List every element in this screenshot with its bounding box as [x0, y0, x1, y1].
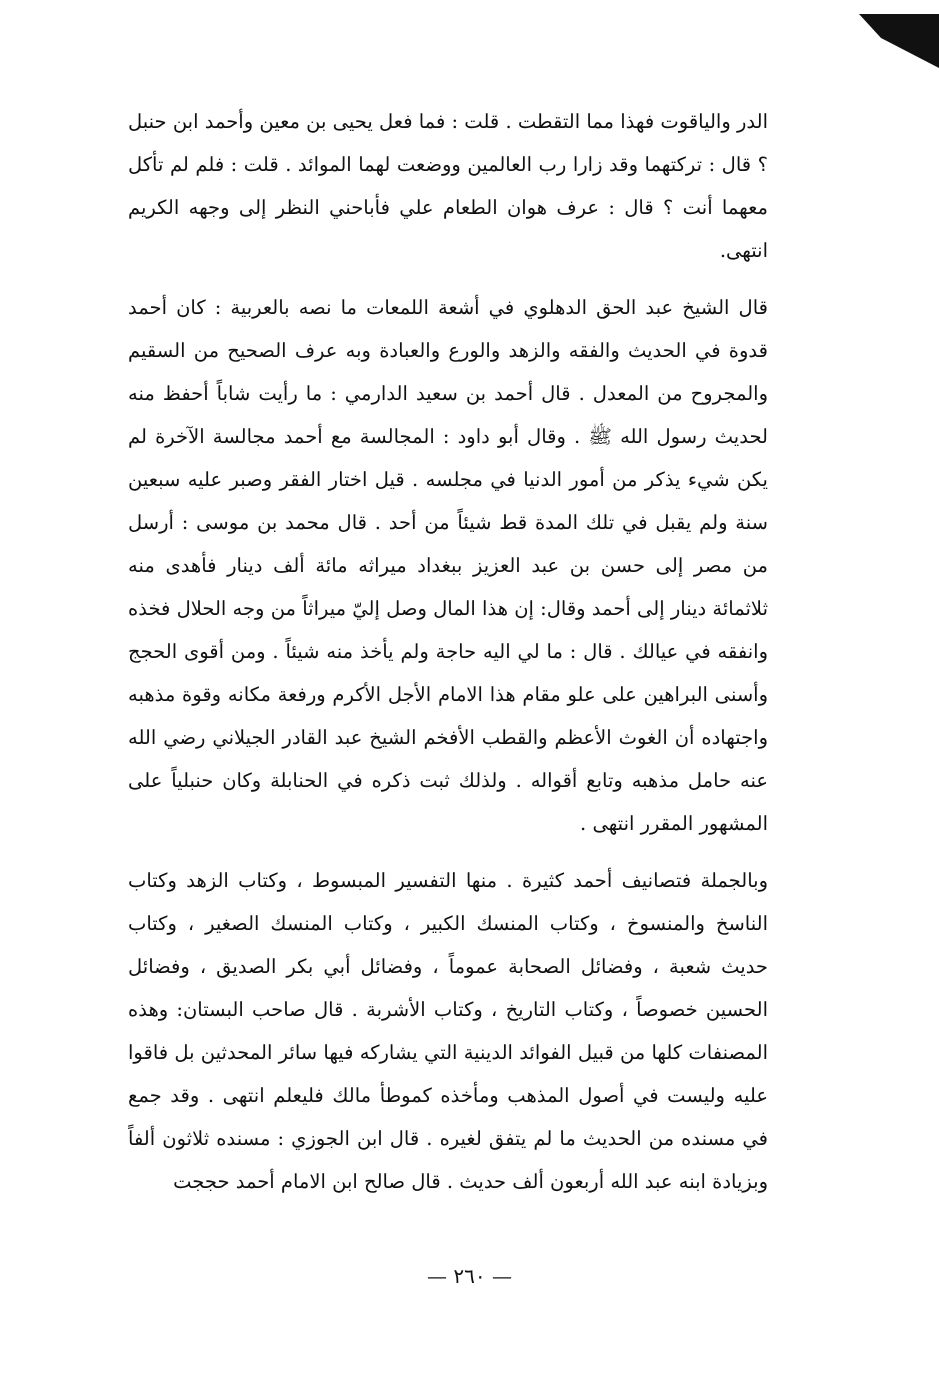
page-body	[128, 100, 768, 1203]
paragraph-3: وبالجملة فتصانيف أحمد كثيرة . منها التفسير المبسوط ، وكتاب الزهد وكتاب الناسخ والمنسوخ ، وكتاب المنسك الكبير ، وكتاب المنسك الصغير ، وكتاب حديث شعبة ، وفضائل الصحابة عموماً ، وفضائل أبي بكر الصديق ، وفضائل الحسين خصوصاً ، وكتاب التاريخ ، وكتاب الأشربة . قال صاحب البستان: وهذه المصنفات كلها من قبيل الفوائد الدينية التي يشاركه فيها سائر المحدثين بل فاقوا عليه وليست في أصول المذهب ومأخذه كموطأ مالك فليعلم انتهى . وقد جمع في مسنده من الحديث ما لم يتفق لغيره . قال ابن الجوزي : مسنده ثلاثون ألفاً وبزيادة ابنه عبد الله أربعون ألف حديث . قال صالح ابن الامام أحمد حججت	[128, 869, 768, 1193]
paragraph-1: الدر والياقوت فهذا مما التقطت . قلت : فما فعل يحيى بن معين وأحمد ابن حنبل ؟ قال : تركتهما وقد زارا رب العالمين ووضعت لهما الموائد . قلت : فلم لم تأكل معهما أنت ؟ قال : عرف هوان الطعام علي فأباحني النظر إلى وجهه الكريم انتهى.	[128, 110, 768, 262]
page-number: — ٢٦٠ —	[427, 1264, 512, 1288]
page-corner-mark	[859, 14, 939, 68]
paragraph-2: قال الشيخ عبد الحق الدهلوي في أشعة اللمعات ما نصه بالعربية : كان أحمد قدوة في الحديث والفقه والزهد والورع والعبادة وبه عرف الصحيح من السقيم والمجروح من المعدل . قال أحمد بن سعيد الدارمي : ما رأيت شاباً أحفظ منه لحديث رسول الله ﷺ . وقال أبو داود : المجالسة مع أحمد مجالسة الآخرة لم يكن شيء يذكر من أمور الدنيا في مجلسه . قيل اختار الفقر وصبر عليه سبعين سنة ولم يقبل في تلك المدة قط شيئاً من أحد . قال محمد بن موسى : أرسل من مصر إلى حسن بن عبد العزيز ببغداد ميراثه مائة ألف دينار فأهدى منه ثلاثمائة دينار إلى أحمد وقال: إن هذا المال وصل إليّ ميراثاً من وجه الحلال فخذه وانفقه في عيالك . قال : ما لي اليه حاجة ولم يأخذ منه شيئاً . ومن أقوى الحجج وأسنى البراهين على علو مقام هذا الامام الأجل الأكرم ورفعة مكانه وقوة مذهبه واجتهاده أن الغوث الأعظم والقطب الأفخم الشيخ عبد القادر الجيلاني رضي الله عنه حامل مذهبه وتابع أقواله . ولذلك ثبت ذكره في الحنابلة وكان حنبلياً على المشهور المقرر انتهى .	[128, 296, 768, 835]
